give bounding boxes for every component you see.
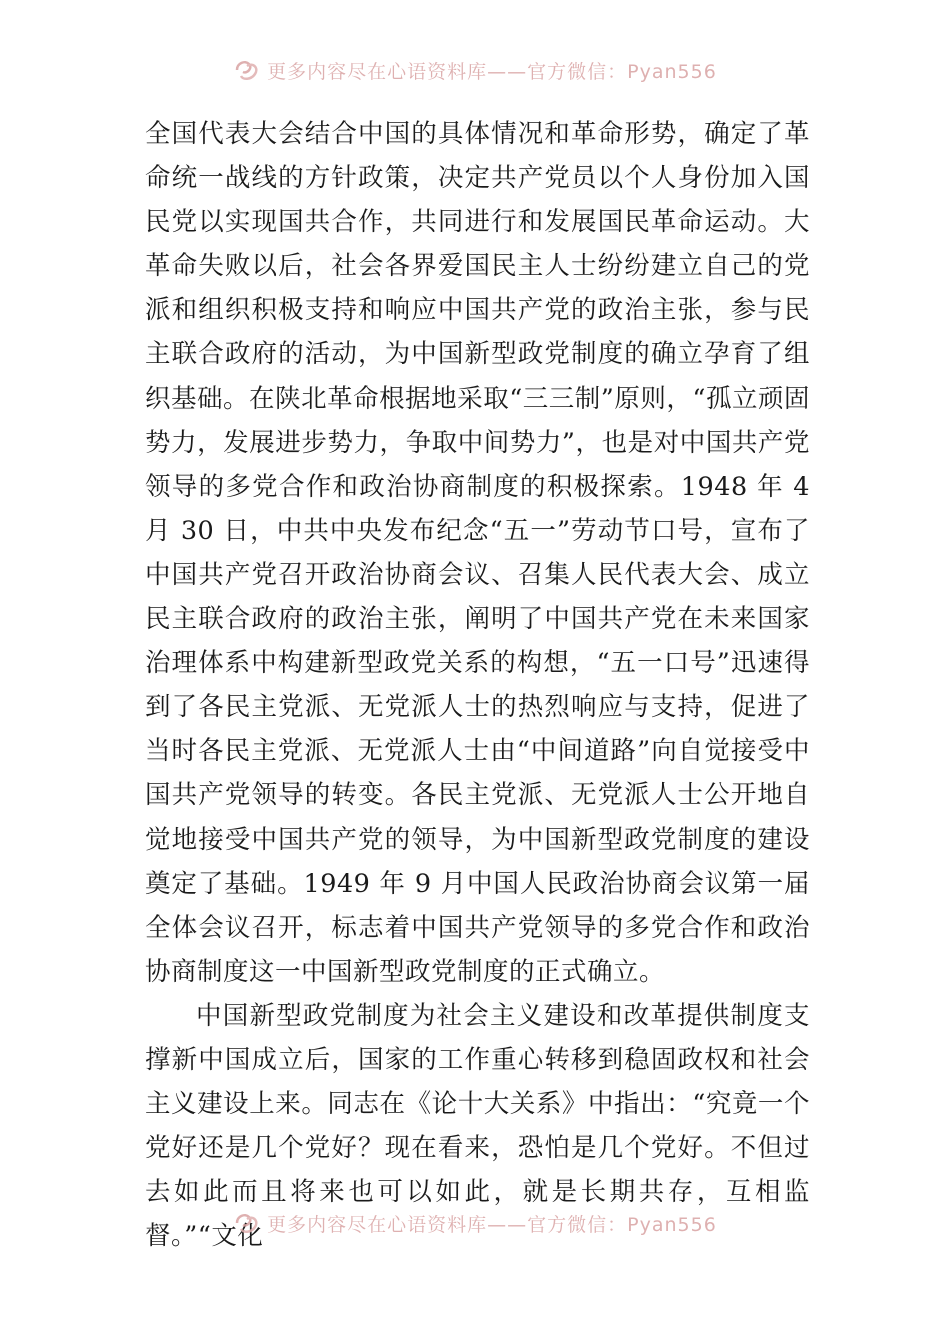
watermark-text: 更多内容尽在心语资料库——官方微信：Pyan556 [267, 60, 717, 83]
body-paragraph-2: 中国新型政党制度为社会主义建设和改革提供制度支撑新中国成立后，国家的工作重心转移到稳固政权和社会主义建设上来。同志在《论十大关系》中指出：“究竟一个党好还是几个党好？现在看来，恐怕是几个党好。不但过去如此而且将来也可以如此，就是长期共存，互相监督。”“文化 [145, 1000, 810, 1252]
footer-watermark [0, 1203, 950, 1243]
watermark-logo-icon [233, 1209, 261, 1237]
watermark-text: 更多内容尽在心语资料库——官方微信：Pyan556 [267, 1213, 717, 1236]
watermark-logo-icon [233, 56, 261, 84]
document-body [145, 112, 810, 1258]
body-paragraph-1: 全国代表大会结合中国的具体情况和革命形势，确定了革命统一战线的方针政策，决定共产党员以个人身份加入国民党以实现国共合作，共同进行和发展国民革命运动。大革命失败以后，社会各界爱国民主人士纷纷建立自己的党派和组织积极支持和响应中国共产党的政治主张，参与民主联合政府的活动，为中国新型政党制度的确立孕育了组织基础。在陕北革命根据地采取“三三制”原则，“孤立顽固势力，发展进步势力，争取中间势力”，也是对中国共产党领导的多党合作和政治协商制度的积极探索。1948 年 4 月 30 日，中共中央发布纪念“五一”劳动节口号，宣布了中国共产党召开政治协商会议、召集人民代表大会、成立民主联合政府的政治主张，阐明了中国共产党在未来国家治理体系中构建新型政党关系的构想，“五一口号”迅速得到了各民主党派、无党派人士的热烈响应与支持，促进了当时各民主党派、无党派人士由“中间道路”向自觉接受中国共产党领导的转变。各民主党派、无党派人士公开地自觉地接受中国共产党的领导，为中国新型政党制度的建设奠定了基础。1949 年 9 月中国人民政治协商会议第一届全体会议召开，标志着中国共产党领导的多党合作和政治协商制度这一中国新型政党制度的正式确立。 [145, 119, 810, 987]
header-watermark [0, 50, 950, 90]
